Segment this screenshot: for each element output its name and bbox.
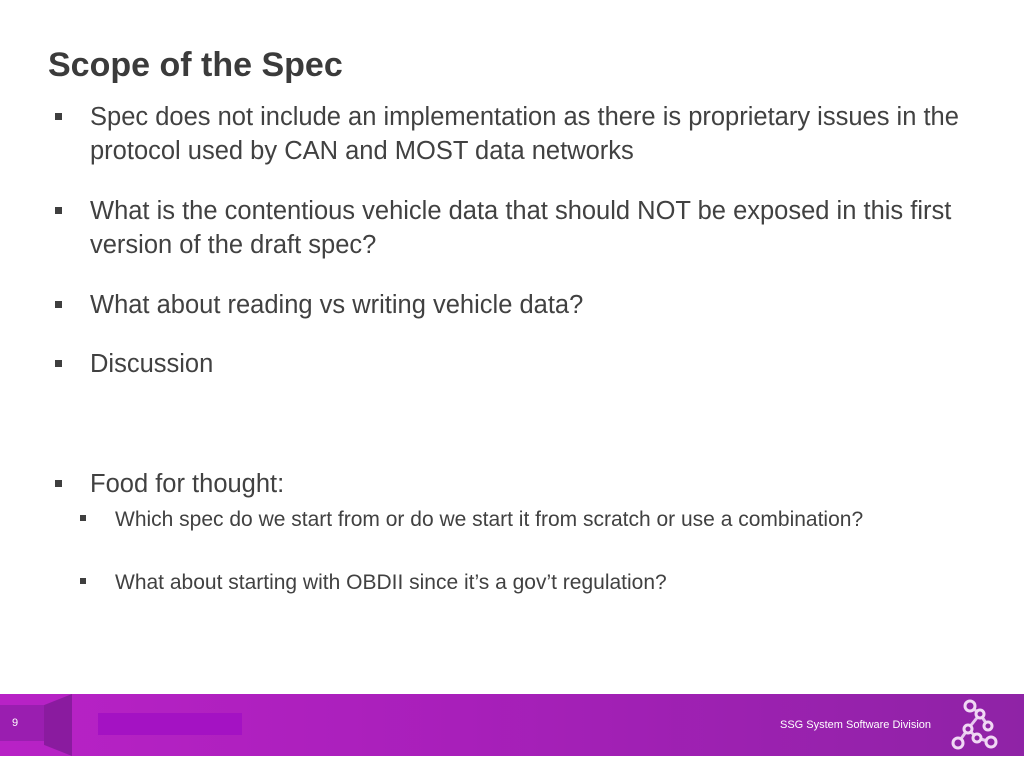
page-number: 9 <box>12 717 19 729</box>
footer-placeholder-box <box>98 713 242 735</box>
sub-bullet-text: Which spec do we start from or do we start it from scratch or use a combination? <box>115 508 864 531</box>
square-bullet-icon <box>80 578 86 584</box>
bullet-text: What about reading vs writing vehicle data? <box>90 291 584 319</box>
slide-title: Scope of the Spec <box>48 46 343 84</box>
bullet-text: What is the contentious vehicle data that should NOT be exposed in this first version of the draft spec? <box>90 197 952 259</box>
square-bullet-icon <box>55 480 62 487</box>
bullet-text: Food for thought: <box>90 470 285 498</box>
square-bullet-icon <box>55 207 62 214</box>
square-bullet-icon <box>55 360 62 367</box>
division-label: SSG System Software Division <box>780 719 931 731</box>
page-number-tab <box>0 705 44 741</box>
molecule-logo-icon <box>949 698 999 752</box>
square-bullet-icon <box>55 301 62 308</box>
bullet-text: Spec does not include an implementation as there is proprietary issues in the protocol used by CAN and MOST data networks <box>90 103 959 165</box>
sub-bullet-text: What about starting with OBDII since it’s a gov’t regulation? <box>115 571 667 594</box>
bullet-text: Discussion <box>90 350 214 378</box>
square-bullet-icon <box>80 515 86 521</box>
square-bullet-icon <box>55 113 62 120</box>
